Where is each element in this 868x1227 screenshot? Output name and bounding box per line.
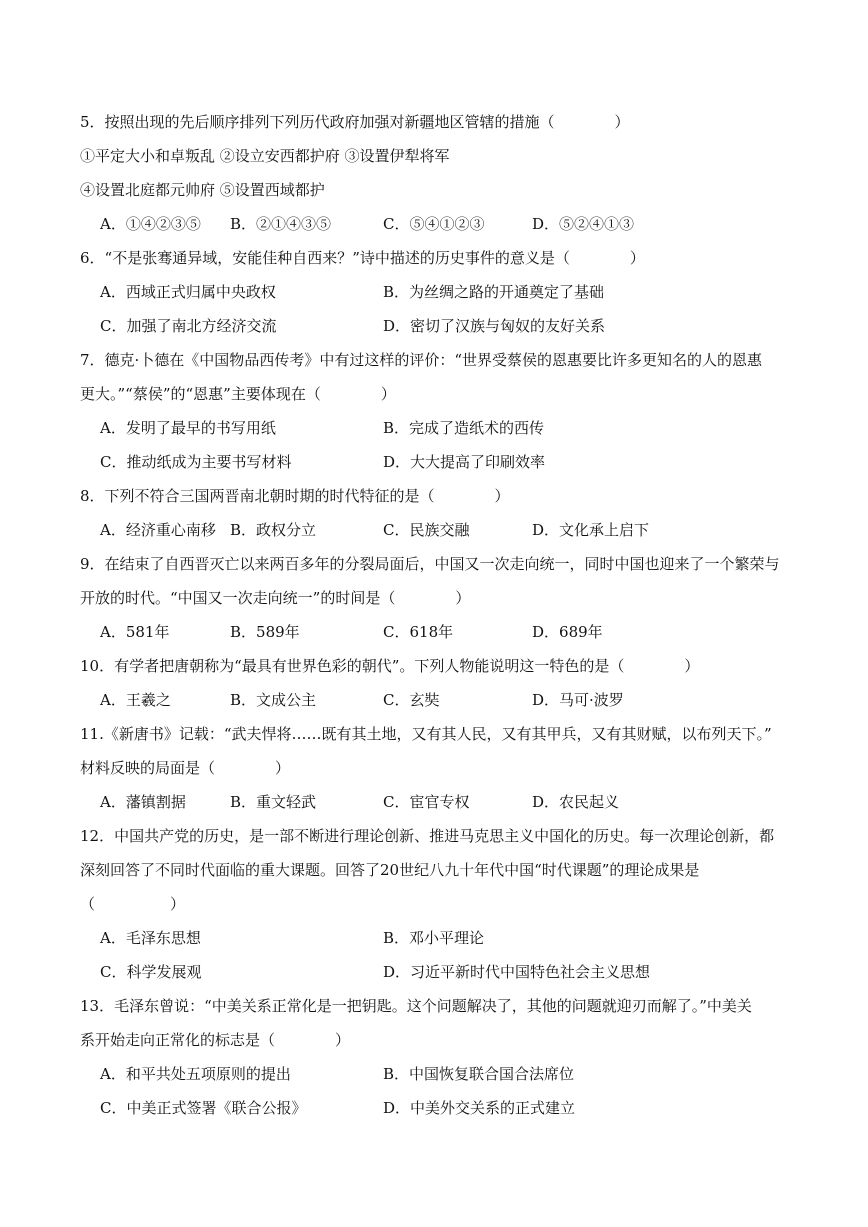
q8-option-b: B．政权分立 xyxy=(230,521,317,539)
q7-option-a: A．发明了最早的书写用纸 xyxy=(100,419,276,437)
q13-option-b: B．中国恢复联合国合法席位 xyxy=(383,1065,575,1083)
q9-option-d: D．689年 xyxy=(532,623,603,641)
q6-option-b: B．为丝绸之路的开通奠定了基础 xyxy=(383,283,605,301)
q6-stem-line-1: 6．“不是张骞通异域，安能佳种自西来？”诗中描述的历史事件的意义是（ ） xyxy=(80,249,645,267)
q12-option-b: B．邓小平理论 xyxy=(383,929,485,947)
q6-option-d: D．密切了汉族与匈奴的友好关系 xyxy=(383,317,606,335)
q9-stem-line-1: 9．在结束了自西晋灭亡以来两百多年的分裂局面后，中国又一次走向统一，同时中国也迎来了一个繁荣与 xyxy=(80,555,780,573)
q5-option-d: D．⑤②④①③ xyxy=(532,215,635,233)
q11-option-a: A．藩镇割据 xyxy=(100,793,186,811)
q5-stem-line-3: ④设置北庭都元帅府 ⑤设置西域都护 xyxy=(80,181,325,199)
q8-option-c: C．民族交融 xyxy=(383,521,470,539)
q13-option-a: A．和平共处五项原则的提出 xyxy=(100,1065,291,1083)
q9-stem-line-2: 开放的时代。“中国又一次走向统一”的时间是（ ） xyxy=(80,589,471,607)
q5-option-c: C．⑤④①②③ xyxy=(383,215,485,233)
q13-option-c: C．中美正式签署《联合公报》 xyxy=(100,1099,307,1117)
q13-stem-line-1: 13．毛泽东曾说：“中美关系正常化是一把钥匙。这个问题解决了，其他的问题就迎刃而解了。”中美关 xyxy=(80,997,752,1015)
q13-option-d: D．中美外交关系的正式建立 xyxy=(383,1099,576,1117)
q11-option-c: C．宦官专权 xyxy=(383,793,470,811)
q7-stem-line-2: 更大。”“蔡侯”的“恩惠”主要体现在（ ） xyxy=(80,385,396,403)
q6-option-a: A．西域正式归属中央政权 xyxy=(100,283,276,301)
q8-option-a: A．经济重心南移 xyxy=(100,521,216,539)
q13-stem-line-2: 系开始走向正常化的标志是（ ） xyxy=(80,1031,351,1049)
q10-option-c: C．玄奘 xyxy=(383,691,440,709)
q12-option-a: A．毛泽东思想 xyxy=(100,929,201,947)
q11-stem-line-2: 材料反映的局面是（ ） xyxy=(80,759,291,777)
q6-option-c: C．加强了南北方经济交流 xyxy=(100,317,277,335)
q9-option-c: C．618年 xyxy=(383,623,454,641)
q9-option-a: A．581年 xyxy=(100,623,170,641)
q12-stem-line-2: 深刻回答了不同时代面临的重大课题。回答了20世纪八九十年代中国“时代课题”的理论成果是 xyxy=(80,861,700,879)
q12-option-d: D．习近平新时代中国特色社会主义思想 xyxy=(383,963,651,981)
q12-option-c: C．科学发展观 xyxy=(100,963,202,981)
q5-option-b: B．②①④③⑤ xyxy=(230,215,332,233)
q9-option-b: B．589年 xyxy=(230,623,300,641)
q5-stem-line-1: 5．按照出现的先后顺序排列下列历代政府加强对新疆地区管辖的措施（ ） xyxy=(80,113,630,131)
q10-option-b: B．文成公主 xyxy=(230,691,317,709)
q11-option-d: D．农民起义 xyxy=(532,793,620,811)
q11-stem-line-1: 11.《新唐书》记载：“武夫悍将……既有其土地，又有其人民，又有其甲兵，又有其财赋，以布列天下。” xyxy=(80,725,772,743)
q7-option-d: D．大大提高了印刷效率 xyxy=(383,453,546,471)
q7-option-b: B．完成了造纸术的西传 xyxy=(383,419,545,437)
q7-option-c: C．推动纸成为主要书写材料 xyxy=(100,453,292,471)
q8-option-d: D．文化承上启下 xyxy=(532,521,650,539)
q7-stem-line-1: 7．德克·卜德在《中国物品西传考》中有过这样的评价：“世界受蔡侯的恩惠要比许多更知名的人的恩惠 xyxy=(80,351,762,369)
q11-option-b: B．重文轻武 xyxy=(230,793,317,811)
q10-option-d: D．马可·波罗 xyxy=(532,691,624,709)
q5-option-a: A．①④②③⑤ xyxy=(100,215,201,233)
q12-stem-line-3: （ ） xyxy=(80,895,186,913)
q10-option-a: A．王羲之 xyxy=(100,691,171,709)
q8-stem-line-1: 8．下列不符合三国两晋南北朝时期的时代特征的是（ ） xyxy=(80,487,510,505)
q10-stem-line-1: 10．有学者把唐朝称为“最具有世界色彩的朝代”。下列人物能说明这一特色的是（ ） xyxy=(80,657,700,675)
q5-stem-line-2: ①平定大小和卓叛乱 ②设立安西都护府 ③设置伊犁将军 xyxy=(80,147,450,165)
q12-stem-line-1: 12．中国共产党的历史，是一部不断进行理论创新、推进马克思主义中国化的历史。每一次理论创新，都 xyxy=(80,827,775,845)
